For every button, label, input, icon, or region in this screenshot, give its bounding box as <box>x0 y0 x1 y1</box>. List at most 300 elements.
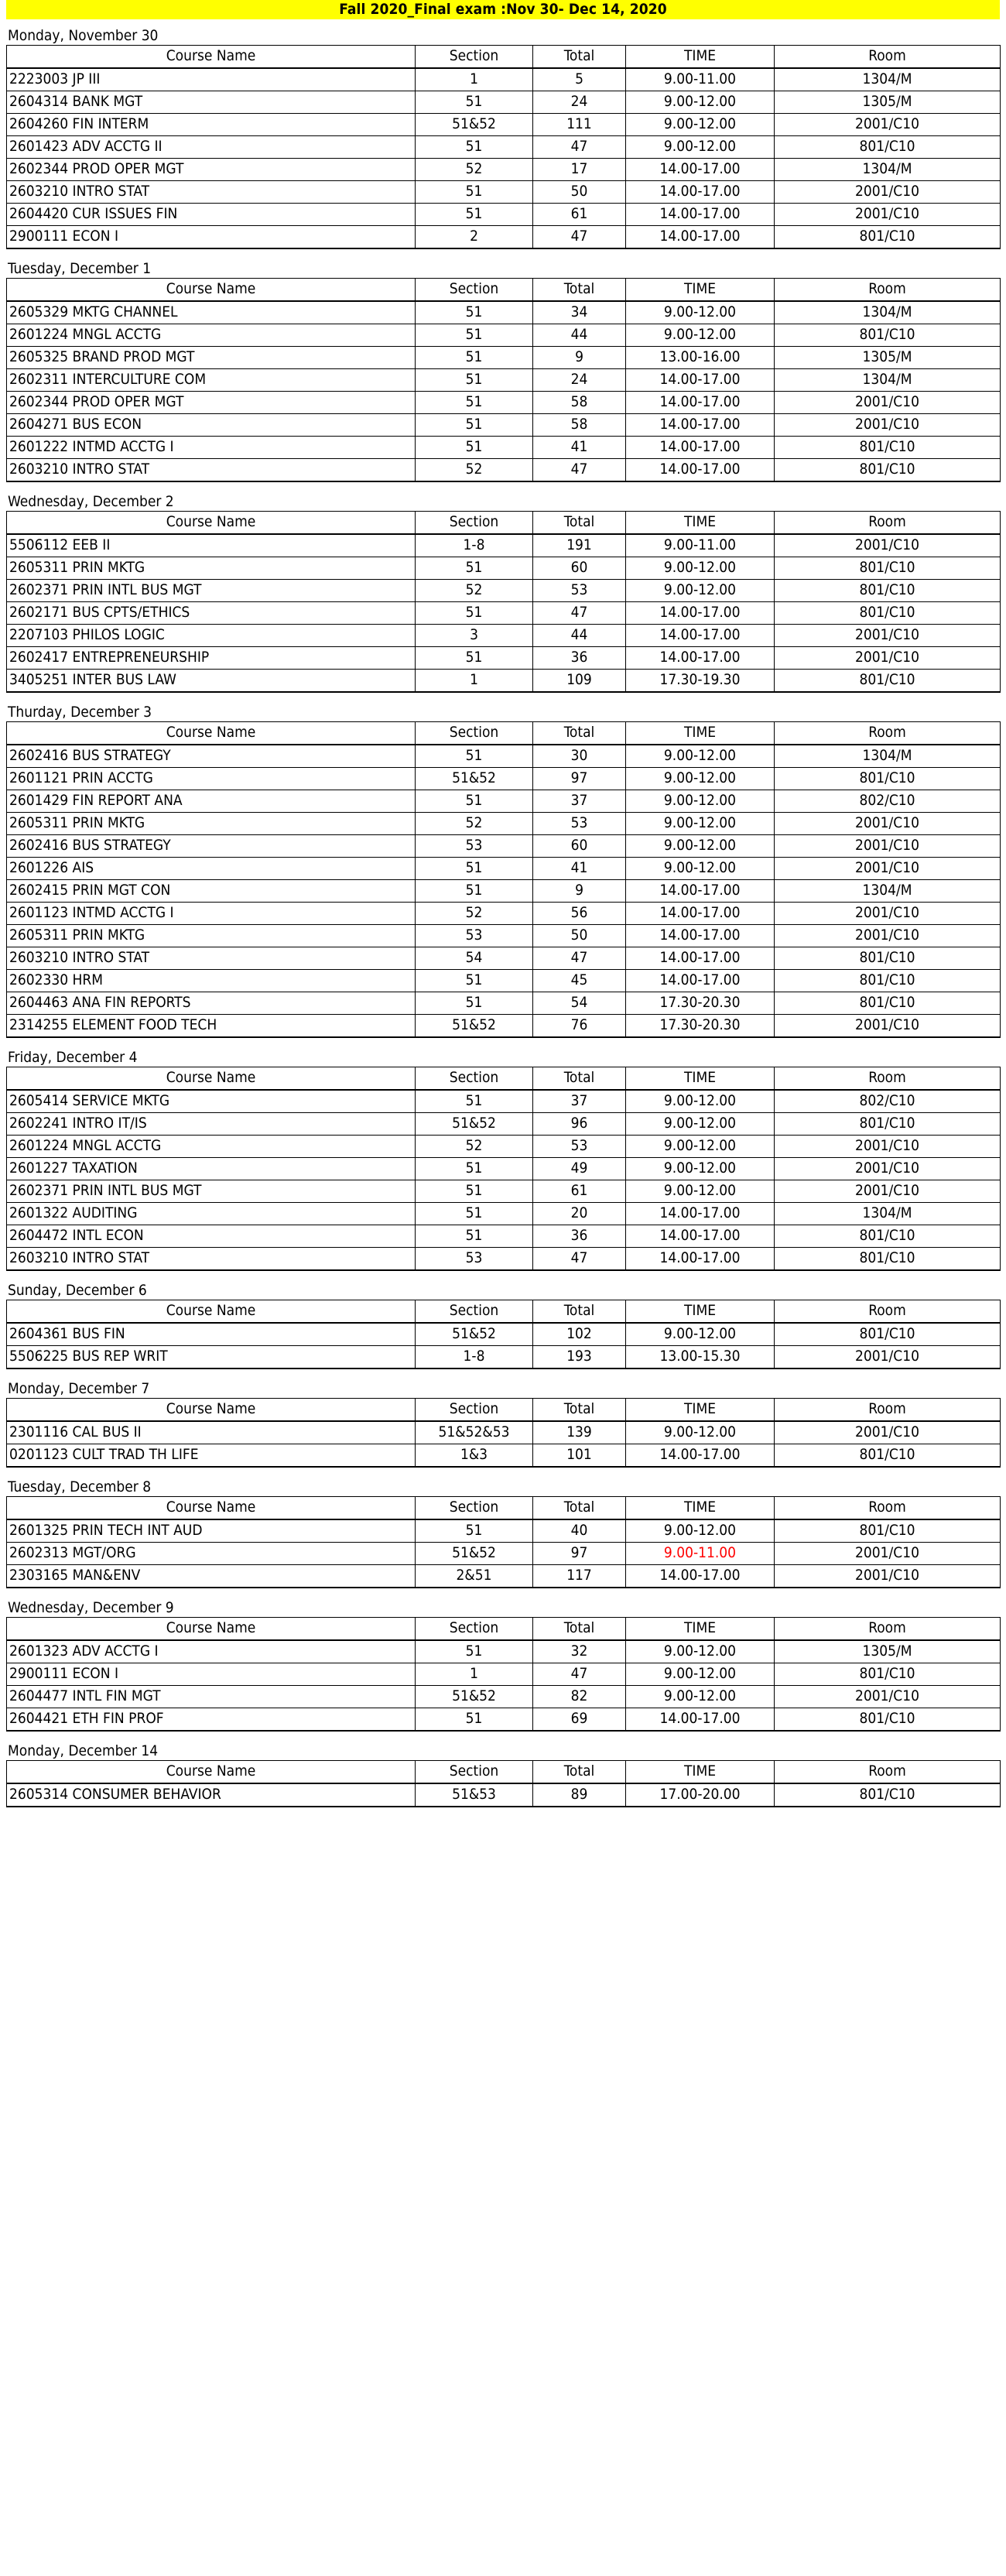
cell-course-name: 2601322 AUDITING <box>7 1203 416 1225</box>
cell-room: 801/C10 <box>775 580 1001 602</box>
cell-section: 51 <box>416 647 533 670</box>
column-header-total: Total <box>533 1618 626 1641</box>
column-header-section: Section <box>416 512 533 535</box>
cell-section: 52 <box>416 1136 533 1158</box>
cell-section: 51 <box>416 204 533 226</box>
cell-room: 802/C10 <box>775 790 1001 813</box>
cell-total: 47 <box>533 947 626 970</box>
cell-total: 5 <box>533 68 626 91</box>
cell-course-name: 2223003 JP III <box>7 68 416 91</box>
table-row <box>7 580 1001 602</box>
table-row <box>7 181 1001 204</box>
cell-time: 9.00-12.00 <box>626 745 775 768</box>
cell-section: 51&52 <box>416 1113 533 1136</box>
cell-room: 1304/M <box>775 159 1001 181</box>
cell-course-name: 2900111 ECON I <box>7 1663 416 1686</box>
column-header-section: Section <box>416 1761 533 1784</box>
table-row <box>7 534 1001 557</box>
column-header-room: Room <box>775 46 1001 69</box>
cell-section: 51 <box>416 1640 533 1663</box>
cell-course-name: 2604361 BUS FIN <box>7 1323 416 1346</box>
cell-course-name: 2605311 PRIN MKTG <box>7 925 416 947</box>
table-header-row <box>7 1761 1001 1784</box>
cell-room: 2001/C10 <box>775 925 1001 947</box>
cell-total: 61 <box>533 204 626 226</box>
cell-total: 47 <box>533 459 626 482</box>
cell-total: 58 <box>533 414 626 437</box>
column-header-course: Course Name <box>7 722 416 745</box>
table-row <box>7 324 1001 347</box>
cell-room: 1304/M <box>775 68 1001 91</box>
cell-time: 14.00-17.00 <box>626 903 775 925</box>
cell-total: 50 <box>533 181 626 204</box>
cell-total: 24 <box>533 91 626 114</box>
cell-total: 9 <box>533 347 626 369</box>
day-blocks-container <box>6 27 1000 1807</box>
cell-room: 2001/C10 <box>775 1346 1001 1369</box>
cell-course-name: 2601423 ADV ACCTG II <box>7 136 416 159</box>
schedule-table <box>6 1617 1001 1732</box>
cell-section: 52 <box>416 159 533 181</box>
column-header-course: Course Name <box>7 512 416 535</box>
cell-course-name: 2301116 CAL BUS II <box>7 1421 416 1444</box>
cell-time: 17.30-20.30 <box>626 1015 775 1038</box>
cell-total: 54 <box>533 992 626 1015</box>
cell-section: 52 <box>416 903 533 925</box>
column-header-section: Section <box>416 1300 533 1324</box>
cell-room: 1304/M <box>775 369 1001 392</box>
table-row <box>7 392 1001 414</box>
column-header-time: TIME <box>626 1618 775 1641</box>
cell-section: 51 <box>416 970 533 992</box>
table-row <box>7 226 1001 249</box>
table-row <box>7 1225 1001 1248</box>
cell-room: 2001/C10 <box>775 1158 1001 1180</box>
column-header-course: Course Name <box>7 1618 416 1641</box>
day-heading: Tuesday, December 8 <box>8 1478 152 1495</box>
cell-time: 17.00-20.00 <box>626 1783 775 1807</box>
column-header-total: Total <box>533 512 626 535</box>
table-row <box>7 947 1001 970</box>
cell-course-name: 5506225 BUS REP WRIT <box>7 1346 416 1369</box>
cell-time: 14.00-17.00 <box>626 1225 775 1248</box>
cell-course-name: 2314255 ELEMENT FOOD TECH <box>7 1015 416 1038</box>
table-row <box>7 970 1001 992</box>
cell-time: 14.00-17.00 <box>626 437 775 459</box>
cell-section: 52 <box>416 580 533 602</box>
cell-section: 51 <box>416 1708 533 1732</box>
day-block <box>6 1478 1000 1588</box>
cell-course-name: 2602311 INTERCULTURE COM <box>7 369 416 392</box>
cell-course-name: 2603210 INTRO STAT <box>7 181 416 204</box>
cell-room: 1304/M <box>775 880 1001 903</box>
cell-time: 14.00-17.00 <box>626 1444 775 1468</box>
cell-total: 36 <box>533 1225 626 1248</box>
cell-section: 51 <box>416 437 533 459</box>
cell-section: 51 <box>416 91 533 114</box>
cell-course-name: 2602416 BUS STRATEGY <box>7 745 416 768</box>
table-row <box>7 768 1001 790</box>
cell-total: 97 <box>533 1543 626 1565</box>
table-row <box>7 1090 1001 1113</box>
cell-time: 9.00-12.00 <box>626 790 775 813</box>
cell-room: 801/C10 <box>775 1783 1001 1807</box>
cell-room: 2001/C10 <box>775 647 1001 670</box>
table-row <box>7 1180 1001 1203</box>
cell-section: 2&51 <box>416 1565 533 1588</box>
cell-room: 801/C10 <box>775 324 1001 347</box>
day-block <box>6 1282 1000 1369</box>
table-row <box>7 835 1001 858</box>
cell-time: 14.00-17.00 <box>626 880 775 903</box>
column-header-time: TIME <box>626 1067 775 1091</box>
cell-section: 51&52 <box>416 768 533 790</box>
column-header-time: TIME <box>626 1300 775 1324</box>
table-row <box>7 459 1001 482</box>
cell-time: 14.00-17.00 <box>626 1565 775 1588</box>
table-row <box>7 625 1001 647</box>
cell-total: 60 <box>533 835 626 858</box>
cell-time: 14.00-17.00 <box>626 625 775 647</box>
column-header-time: TIME <box>626 1761 775 1784</box>
cell-total: 32 <box>533 1640 626 1663</box>
cell-time: 9.00-11.00 <box>626 68 775 91</box>
cell-room: 2001/C10 <box>775 181 1001 204</box>
day-block <box>6 493 1000 693</box>
cell-total: 69 <box>533 1708 626 1732</box>
cell-section: 51 <box>416 557 533 580</box>
cell-total: 89 <box>533 1783 626 1807</box>
table-header-row <box>7 512 1001 535</box>
cell-section: 51 <box>416 992 533 1015</box>
cell-total: 37 <box>533 1090 626 1113</box>
column-header-room: Room <box>775 1618 1001 1641</box>
cell-room: 801/C10 <box>775 970 1001 992</box>
cell-section: 51&52&53 <box>416 1421 533 1444</box>
cell-room: 801/C10 <box>775 1663 1001 1686</box>
cell-time: 14.00-17.00 <box>626 602 775 625</box>
cell-section: 53 <box>416 1248 533 1271</box>
table-row <box>7 670 1001 693</box>
cell-course-name: 2605329 MKTG CHANNEL <box>7 301 416 324</box>
cell-room: 2001/C10 <box>775 903 1001 925</box>
cell-room: 2001/C10 <box>775 204 1001 226</box>
cell-time: 14.00-17.00 <box>626 1248 775 1271</box>
cell-section: 52 <box>416 813 533 835</box>
cell-course-name: 2601323 ADV ACCTG I <box>7 1640 416 1663</box>
schedule-table <box>6 278 1001 482</box>
table-row <box>7 136 1001 159</box>
table-row <box>7 925 1001 947</box>
cell-course-name: 2601325 PRIN TECH INT AUD <box>7 1519 416 1543</box>
cell-room: 2001/C10 <box>775 414 1001 437</box>
cell-course-name: 2604260 FIN INTERM <box>7 114 416 136</box>
table-row <box>7 1783 1001 1807</box>
schedule-table <box>6 721 1001 1038</box>
cell-room: 2001/C10 <box>775 1136 1001 1158</box>
table-row <box>7 1444 1001 1468</box>
cell-course-name: 2605311 PRIN MKTG <box>7 813 416 835</box>
column-header-section: Section <box>416 1399 533 1422</box>
cell-course-name: 2604271 BUS ECON <box>7 414 416 437</box>
cell-section: 51 <box>416 369 533 392</box>
cell-total: 193 <box>533 1346 626 1369</box>
column-header-total: Total <box>533 1761 626 1784</box>
column-header-room: Room <box>775 1497 1001 1520</box>
cell-course-name: 0201123 CULT TRAD TH LIFE <box>7 1444 416 1468</box>
column-header-time: TIME <box>626 279 775 302</box>
day-block <box>6 260 1000 482</box>
cell-total: 82 <box>533 1686 626 1708</box>
cell-time: 9.00-12.00 <box>626 580 775 602</box>
cell-room: 2001/C10 <box>775 534 1001 557</box>
table-row <box>7 437 1001 459</box>
table-row <box>7 1346 1001 1369</box>
cell-time: 9.00-12.00 <box>626 1158 775 1180</box>
table-row <box>7 813 1001 835</box>
table-header-row <box>7 1399 1001 1422</box>
cell-time: 17.30-19.30 <box>626 670 775 693</box>
cell-room: 801/C10 <box>775 136 1001 159</box>
cell-course-name: 2604314 BANK MGT <box>7 91 416 114</box>
day-heading: Monday, November 30 <box>8 27 159 44</box>
column-header-course: Course Name <box>7 46 416 69</box>
day-heading: Tuesday, December 1 <box>8 260 152 277</box>
table-row <box>7 1663 1001 1686</box>
cell-room: 2001/C10 <box>775 1686 1001 1708</box>
schedule-table <box>6 1760 1001 1807</box>
cell-time: 14.00-17.00 <box>626 459 775 482</box>
cell-section: 51&52 <box>416 1323 533 1346</box>
column-header-total: Total <box>533 46 626 69</box>
table-row <box>7 159 1001 181</box>
table-row <box>7 745 1001 768</box>
cell-total: 20 <box>533 1203 626 1225</box>
schedule-table <box>6 45 1001 249</box>
cell-room: 1305/M <box>775 1640 1001 1663</box>
column-header-course: Course Name <box>7 1761 416 1784</box>
column-header-section: Section <box>416 1067 533 1091</box>
cell-course-name: 2602371 PRIN INTL BUS MGT <box>7 1180 416 1203</box>
cell-section: 52 <box>416 459 533 482</box>
cell-course-name: 2602313 MGT/ORG <box>7 1543 416 1565</box>
table-row <box>7 1113 1001 1136</box>
cell-room: 801/C10 <box>775 602 1001 625</box>
day-heading: Sunday, December 6 <box>8 1282 147 1299</box>
cell-section: 51 <box>416 1180 533 1203</box>
table-row <box>7 68 1001 91</box>
cell-total: 44 <box>533 324 626 347</box>
cell-section: 51 <box>416 414 533 437</box>
cell-section: 51 <box>416 880 533 903</box>
table-header-row <box>7 1497 1001 1520</box>
cell-room: 801/C10 <box>775 1248 1001 1271</box>
cell-section: 53 <box>416 835 533 858</box>
cell-section: 51 <box>416 181 533 204</box>
table-row <box>7 992 1001 1015</box>
cell-room: 2001/C10 <box>775 625 1001 647</box>
column-header-total: Total <box>533 1067 626 1091</box>
cell-total: 47 <box>533 1663 626 1686</box>
day-heading: Monday, December 7 <box>8 1380 150 1397</box>
cell-course-name: 2604472 INTL ECON <box>7 1225 416 1248</box>
cell-time: 9.00-12.00 <box>626 1663 775 1686</box>
cell-total: 56 <box>533 903 626 925</box>
table-row <box>7 1323 1001 1346</box>
table-row <box>7 204 1001 226</box>
cell-total: 24 <box>533 369 626 392</box>
column-header-time: TIME <box>626 1497 775 1520</box>
column-header-total: Total <box>533 722 626 745</box>
cell-section: 51 <box>416 1519 533 1543</box>
cell-time: 9.00-12.00 <box>626 91 775 114</box>
cell-total: 41 <box>533 437 626 459</box>
cell-room: 2001/C10 <box>775 1180 1001 1203</box>
cell-total: 36 <box>533 647 626 670</box>
cell-course-name: 2604477 INTL FIN MGT <box>7 1686 416 1708</box>
column-header-time: TIME <box>626 46 775 69</box>
cell-total: 109 <box>533 670 626 693</box>
cell-time: 14.00-17.00 <box>626 1708 775 1732</box>
column-header-course: Course Name <box>7 1067 416 1091</box>
table-row <box>7 369 1001 392</box>
column-header-section: Section <box>416 46 533 69</box>
cell-section: 51&53 <box>416 1783 533 1807</box>
cell-time: 9.00-12.00 <box>626 1323 775 1346</box>
cell-room: 1305/M <box>775 91 1001 114</box>
cell-course-name: 2601224 MNGL ACCTG <box>7 324 416 347</box>
cell-time: 17.30-20.30 <box>626 992 775 1015</box>
cell-course-name: 2601226 AIS <box>7 858 416 880</box>
cell-course-name: 2604420 CUR ISSUES FIN <box>7 204 416 226</box>
cell-room: 1305/M <box>775 347 1001 369</box>
cell-room: 2001/C10 <box>775 835 1001 858</box>
day-heading: Monday, December 14 <box>8 1742 159 1759</box>
table-header-row <box>7 1300 1001 1324</box>
cell-room: 801/C10 <box>775 226 1001 249</box>
day-block <box>6 1049 1000 1271</box>
cell-total: 47 <box>533 1248 626 1271</box>
cell-section: 3 <box>416 625 533 647</box>
cell-course-name: 2602371 PRIN INTL BUS MGT <box>7 580 416 602</box>
table-row <box>7 91 1001 114</box>
cell-room: 2001/C10 <box>775 813 1001 835</box>
cell-total: 53 <box>533 580 626 602</box>
schedule-table <box>6 1398 1001 1468</box>
cell-room: 2001/C10 <box>775 1543 1001 1565</box>
cell-section: 51 <box>416 1090 533 1113</box>
cell-total: 9 <box>533 880 626 903</box>
cell-time: 9.00-12.00 <box>626 1686 775 1708</box>
cell-time: 14.00-17.00 <box>626 392 775 414</box>
column-header-section: Section <box>416 279 533 302</box>
cell-total: 60 <box>533 557 626 580</box>
table-row <box>7 1203 1001 1225</box>
cell-course-name: 2601224 MNGL ACCTG <box>7 1136 416 1158</box>
schedule-table <box>6 1067 1001 1271</box>
cell-time: 9.00-12.00 <box>626 1090 775 1113</box>
cell-section: 1 <box>416 1663 533 1686</box>
table-row <box>7 790 1001 813</box>
table-row <box>7 414 1001 437</box>
table-header-row <box>7 46 1001 69</box>
table-row <box>7 903 1001 925</box>
cell-course-name: 2601429 FIN REPORT ANA <box>7 790 416 813</box>
cell-time: 9.00-12.00 <box>626 813 775 835</box>
column-header-course: Course Name <box>7 1300 416 1324</box>
schedule-table <box>6 1300 1001 1369</box>
cell-room: 801/C10 <box>775 1225 1001 1248</box>
cell-total: 45 <box>533 970 626 992</box>
cell-course-name: 2603210 INTRO STAT <box>7 459 416 482</box>
table-row <box>7 1543 1001 1565</box>
column-header-time: TIME <box>626 1399 775 1422</box>
table-row <box>7 114 1001 136</box>
table-row <box>7 1421 1001 1444</box>
cell-room: 801/C10 <box>775 1519 1001 1543</box>
cell-time: 13.00-15.30 <box>626 1346 775 1369</box>
cell-time: 14.00-17.00 <box>626 947 775 970</box>
cell-course-name: 2602417 ENTREPRENEURSHIP <box>7 647 416 670</box>
cell-section: 53 <box>416 925 533 947</box>
column-header-time: TIME <box>626 722 775 745</box>
cell-total: 139 <box>533 1421 626 1444</box>
cell-section: 1-8 <box>416 534 533 557</box>
cell-total: 58 <box>533 392 626 414</box>
cell-time: 14.00-17.00 <box>626 1203 775 1225</box>
cell-room: 801/C10 <box>775 459 1001 482</box>
schedule-table <box>6 1496 1001 1588</box>
cell-time: 14.00-17.00 <box>626 181 775 204</box>
table-row <box>7 1708 1001 1732</box>
day-heading: Wednesday, December 9 <box>8 1599 174 1616</box>
cell-course-name: 2602344 PROD OPER MGT <box>7 392 416 414</box>
cell-course-name: 2604463 ANA FIN REPORTS <box>7 992 416 1015</box>
cell-time: 9.00-11.00 <box>626 534 775 557</box>
cell-section: 51 <box>416 347 533 369</box>
cell-total: 76 <box>533 1015 626 1038</box>
column-header-section: Section <box>416 1497 533 1520</box>
cell-time: 13.00-16.00 <box>626 347 775 369</box>
cell-time: 9.00-12.00 <box>626 858 775 880</box>
cell-section: 51 <box>416 136 533 159</box>
table-row <box>7 1686 1001 1708</box>
cell-total: 117 <box>533 1565 626 1588</box>
cell-room: 1304/M <box>775 1203 1001 1225</box>
cell-course-name: 2602171 BUS CPTS/ETHICS <box>7 602 416 625</box>
table-row <box>7 1248 1001 1271</box>
cell-room: 801/C10 <box>775 437 1001 459</box>
day-heading: Thurday, December 3 <box>8 704 152 721</box>
cell-section: 51 <box>416 392 533 414</box>
cell-section: 1&3 <box>416 1444 533 1468</box>
cell-time: 14.00-17.00 <box>626 369 775 392</box>
cell-course-name: 2605325 BRAND PROD MGT <box>7 347 416 369</box>
cell-course-name: 2601222 INTMD ACCTG I <box>7 437 416 459</box>
cell-total: 102 <box>533 1323 626 1346</box>
cell-room: 1304/M <box>775 301 1001 324</box>
cell-time: 9.00-12.00 <box>626 136 775 159</box>
column-header-total: Total <box>533 1300 626 1324</box>
cell-room: 801/C10 <box>775 1113 1001 1136</box>
cell-time: 14.00-17.00 <box>626 226 775 249</box>
column-header-course: Course Name <box>7 1497 416 1520</box>
column-header-room: Room <box>775 1399 1001 1422</box>
cell-section: 51 <box>416 1203 533 1225</box>
cell-room: 801/C10 <box>775 1323 1001 1346</box>
column-header-room: Room <box>775 1300 1001 1324</box>
cell-room: 2001/C10 <box>775 858 1001 880</box>
